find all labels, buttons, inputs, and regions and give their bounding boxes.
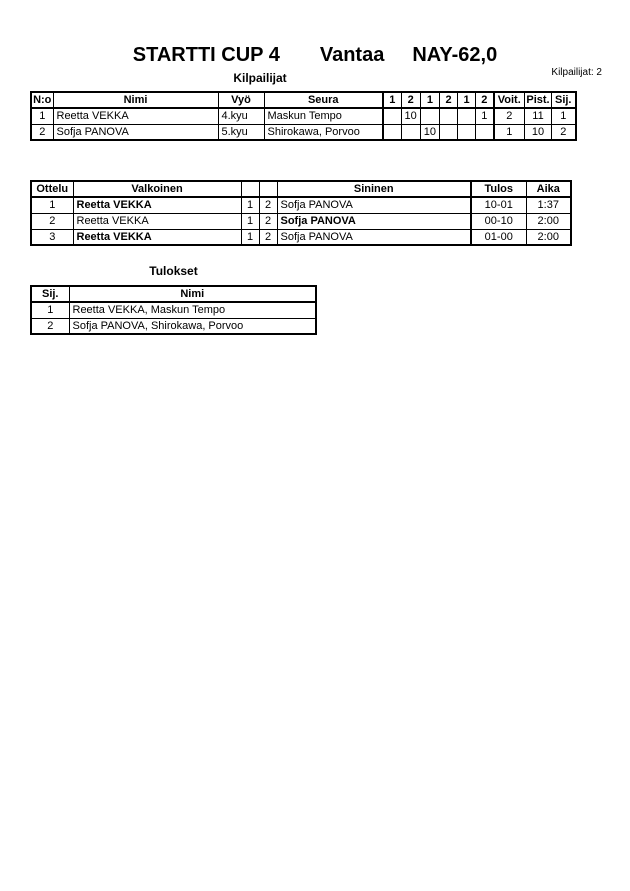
header-sij: Sij.: [552, 92, 576, 108]
header-score-5: 1: [458, 92, 476, 108]
header-seura: Seura: [264, 92, 383, 108]
cell-aika: 1:37: [526, 197, 571, 213]
competition-name: STARTTI CUP 4: [132, 44, 280, 66]
cell-score-6: [476, 124, 494, 140]
header-voit: Voit.: [494, 92, 525, 108]
cell-score-2: [401, 124, 420, 140]
cell-score-4: [440, 108, 458, 124]
cell-pist: 10: [525, 124, 552, 140]
header-sininen: Sininen: [277, 181, 471, 197]
header-nimi: Nimi: [53, 92, 218, 108]
cell-sij: 2: [552, 124, 576, 140]
cell-score-1: [383, 124, 401, 140]
cell-seura: Shirokawa, Porvoo: [264, 124, 383, 140]
page-title: [0, 44, 630, 67]
header-pist: Pist.: [526, 94, 550, 106]
cell-score-2: 10: [401, 108, 420, 124]
cell-nimi: Sofja PANOVA: [53, 124, 218, 140]
cell-sininen: Sofja PANOVA: [277, 229, 471, 245]
cell-valkoinen: Reetta VEKKA: [73, 229, 241, 245]
cell-nimi: Reetta VEKKA: [53, 108, 218, 124]
cell-voit: 1: [494, 124, 525, 140]
cell-nimi: Reetta VEKKA, Maskun Tempo: [69, 302, 316, 318]
table-row: [31, 229, 571, 245]
table-row: [31, 213, 571, 229]
cell-ottelu: 3: [31, 229, 73, 245]
table-row: [31, 197, 571, 213]
cell-no: 1: [31, 108, 53, 124]
header-nimi: Nimi: [69, 286, 316, 302]
cell-score-1: [383, 108, 401, 124]
cell-vyo: 4.kyu: [218, 108, 264, 124]
cell-score-5: [458, 124, 476, 140]
header-valkoinen: Valkoinen: [73, 181, 241, 197]
header-score-2: 2: [401, 92, 420, 108]
cell-score-6: 1: [476, 108, 494, 124]
header-vyo: Vyö: [218, 92, 264, 108]
table-row: [31, 108, 576, 124]
cell-score-3: 10: [420, 124, 439, 140]
cell-c2: 2: [259, 197, 277, 213]
cell-c1: 1: [241, 229, 259, 245]
cell-no: 2: [31, 124, 53, 140]
cell-aika: 2:00: [526, 213, 571, 229]
competitors-count: Kilpailijat: 2: [551, 67, 602, 78]
header-sij: Sij.: [31, 286, 69, 302]
header-score-6: 2: [476, 92, 494, 108]
cell-score-4: [440, 124, 458, 140]
tulokset-header-row: [31, 286, 316, 302]
cell-sininen: Sofja PANOVA: [277, 197, 471, 213]
cell-tulos: 01-00: [471, 229, 526, 245]
cell-c1: 1: [241, 213, 259, 229]
header-score-3: 1: [420, 92, 439, 108]
cell-seura: Maskun Tempo: [264, 108, 383, 124]
cell-tulos: 00-10: [471, 213, 526, 229]
header-no: N:o: [31, 92, 53, 108]
cell-pist: 11: [525, 108, 552, 124]
cell-score-3: [420, 108, 439, 124]
weight-category: NAY-62,0: [412, 44, 498, 66]
header-score-4: 2: [440, 92, 458, 108]
ottelut-header-row: [31, 181, 571, 197]
cell-nimi: Sofja PANOVA, Shirokawa, Porvoo: [69, 318, 316, 334]
header-tulos: Tulos: [471, 181, 526, 197]
header-score-1: 1: [383, 92, 401, 108]
cell-tulos: 10-01: [471, 197, 526, 213]
cell-valkoinen: Reetta VEKKA: [73, 213, 241, 229]
cell-c2: 2: [259, 213, 277, 229]
header-c1: [241, 181, 259, 197]
tulokset-table: [30, 285, 317, 335]
kilpailijat-header-row: [31, 92, 576, 108]
ottelut-table: [30, 180, 572, 246]
kilpailijat-heading: Kilpailijat: [233, 71, 287, 85]
cell-c2: 2: [259, 229, 277, 245]
tulokset-heading: Tulokset: [149, 264, 198, 278]
table-row: [31, 124, 576, 140]
venue: Vantaa: [319, 44, 385, 66]
cell-voit: 2: [494, 108, 525, 124]
header-c2: [259, 181, 277, 197]
header-ottelu: Ottelu: [31, 181, 73, 197]
cell-sij: 1: [31, 302, 69, 318]
cell-sininen: Sofja PANOVA: [277, 213, 471, 229]
cell-sij: 1: [552, 108, 576, 124]
cell-valkoinen: Reetta VEKKA: [73, 197, 241, 213]
cell-ottelu: 2: [31, 213, 73, 229]
table-row: [31, 302, 316, 318]
table-row: [31, 318, 316, 334]
cell-sij: 2: [31, 318, 69, 334]
cell-vyo: 5.kyu: [218, 124, 264, 140]
cell-aika: 2:00: [526, 229, 571, 245]
cell-c1: 1: [241, 197, 259, 213]
cell-score-5: [458, 108, 476, 124]
cell-ottelu: 1: [31, 197, 73, 213]
kilpailijat-table: [30, 91, 577, 141]
header-aika: Aika: [526, 181, 571, 197]
